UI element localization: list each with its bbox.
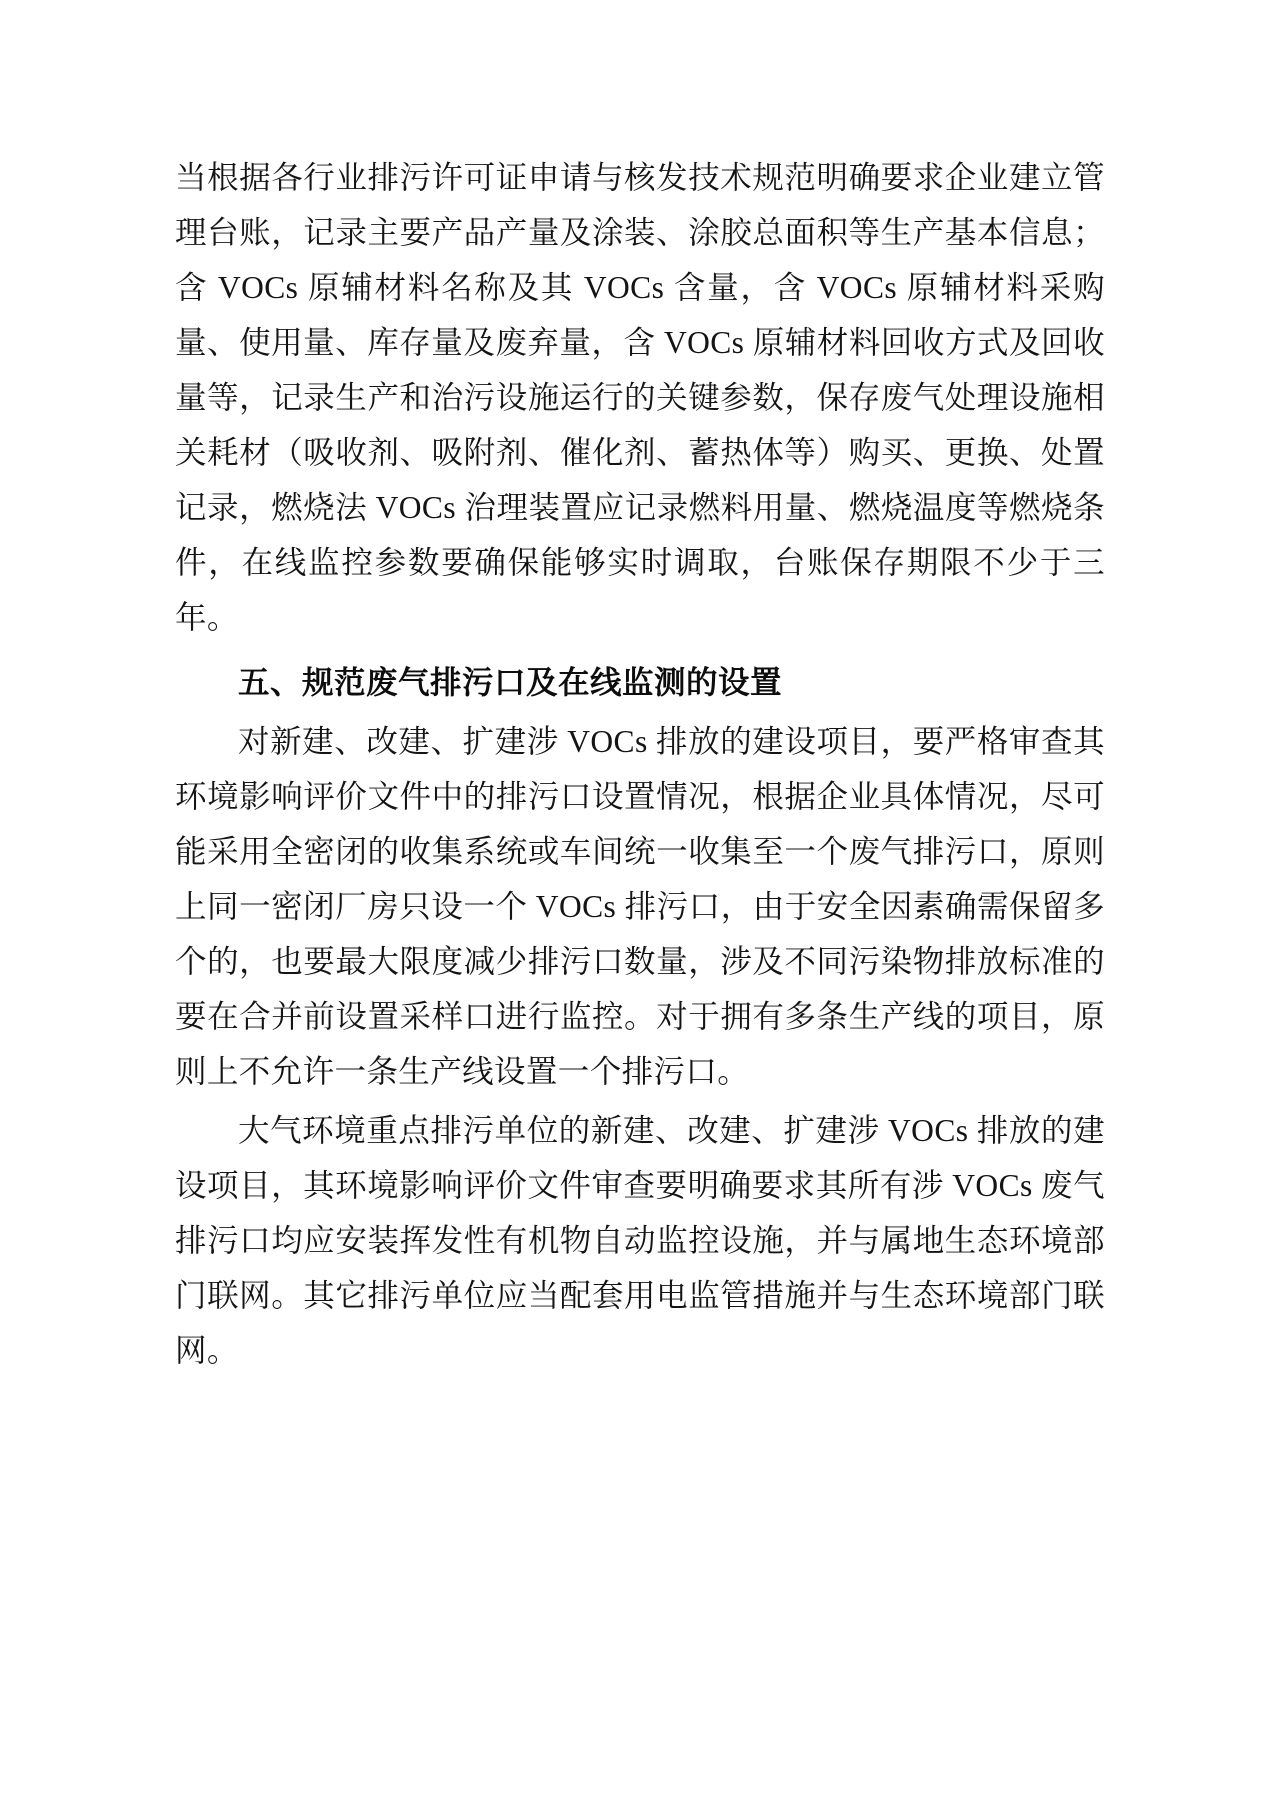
paragraph-outlet-setting: 对新建、改建、扩建涉 VOCs 排放的建设项目，要严格审查其环境影响评价文件中的排污口设置情况，根据企业具体情况，尽可能采用全密闭的收集系统或车间统一收集至一个废气排污口，原则上同一密闭厂房只设一个 VOCs 排污口，由于安全因素确需保留多个的，也要最大限度减少排污口数量，涉及不同污染物排放标准的要在合并前设置采样口进行监控。对于拥有多条生产线的项目，原则上不允许一条生产线设置一个排污口。 (175, 724, 1105, 1089)
paragraph-key-units-monitoring: 大气环境重点排污单位的新建、改建、扩建涉 VOCs 排放的建设项目，其环境影响评价文件审查要明确要求其所有涉 VOCs 废气排污口均应安装挥发性有机物自动监控设施，并与属地生态环境部门联网。其它排污单位应当配套用电监管措施并与生态环境部门联网。 (175, 1113, 1105, 1368)
section-heading-five: 五、规范废气排污口及在线监测的设置 (238, 664, 783, 700)
paragraph-spacer (175, 647, 1105, 649)
paragraph-continued-ledger: 当根据各行业排污许可证申请与核发技术规范明确要求企业建立管理台账，记录主要产品产量及涂装、涂胶总面积等生产基本信息；含 VOCs 原辅材料名称及其 VOCs 含量，含 VOCs 原辅材料采购量、使用量、库存量及废弃量，含 VOCs 原辅材料回收方式及回收量等，记录生产和治污设施运行的关键参数，保存废气处理设施相关耗材（吸收剂、吸附剂、催化剂、蓄热体等）购买、更换、处置记录，燃烧法 VOCs 治理装置应记录燃料用量、燃烧温度等燃烧条件，在线监控参数要确保能够实时调取，台账保存期限不少于三年。 (175, 160, 1105, 635)
